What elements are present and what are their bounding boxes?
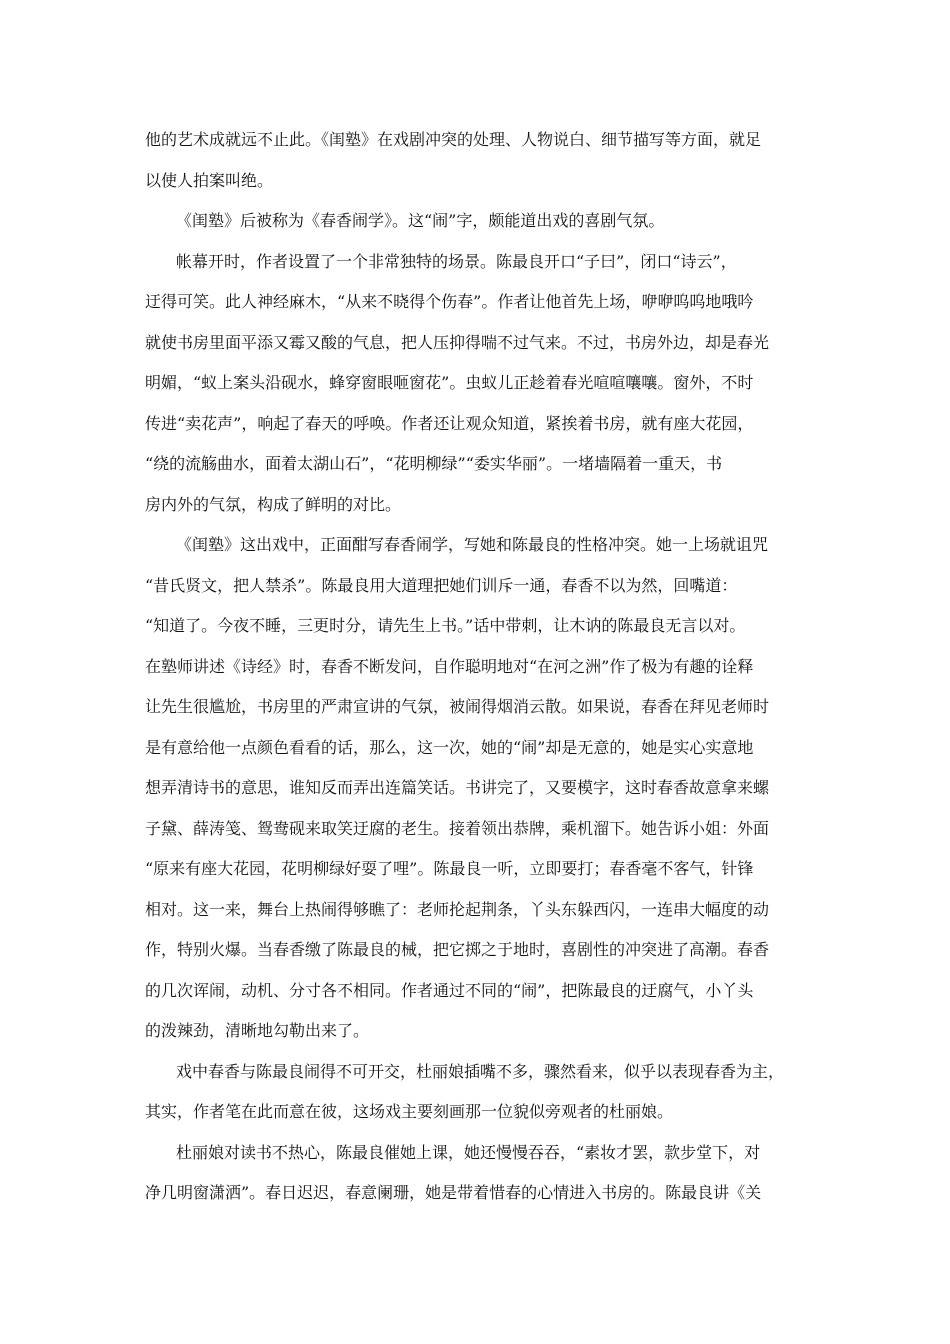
text-line: 作，特别火爆。当春香缴了陈最良的械，把它掷之于地时，喜剧性的冲突进了高潮。春香: [145, 940, 770, 959]
text-line: 戏中春香与陈最良闹得不可开交，杜丽娘插嘴不多，骤然看来，似乎以表现春香为主，: [176, 1061, 785, 1081]
text-line: “昔氏贤文，把人禁杀”。陈最良用大道理把她们训斥一通，春香不以为然，回嘴道：: [145, 575, 738, 595]
text-line: 他的艺术成就远不止此。《闺塾》在戏剧冲突的处理、人物说白、细节描写等方面，就足: [145, 130, 762, 149]
text-line: 在塾师讲述《诗经》时，春香不断发问，自作聪明地对“在河之洲”作了极为有趣的诠释: [145, 656, 754, 676]
text-line: 明媚，“蚁上案头沿砚水，蜂穿窗眼咂窗花”。虫蚁儿正趁着春光喧喧嚷嚷。窗外，不时: [145, 373, 754, 392]
text-line: “知道了。今夜不睡，三更时分，请先生上书。”话中带刺，让木讷的陈最良无言以对。: [145, 616, 746, 635]
text-line: 传进“卖花声”，响起了春天的呼唤。作者还让观众知道，紧挨着书房，就有座大花园，: [145, 413, 754, 433]
text-line: “绕的流觞曲水，面着太湖山石”，“花明柳绿”“委实华丽”。一堵墙隔着一重天，书: [145, 454, 723, 473]
text-line: 就使书房里面平添又霉又酸的气息，把人压抑得喘不过气来。不过，书房外边，却是春光: [145, 332, 770, 352]
text-line: 让先生很尴尬，书房里的严肃宣讲的气氛，被闹得烟消云散。如果说，春香在拜见老师时: [145, 697, 770, 716]
text-line: 迂得可笑。此人神经麻木，“从来不晓得个伤春”。作者让他首先上场，咿咿呜呜地哦吟: [145, 292, 754, 311]
text-line: “原来有座大花园，花明柳绿好耍了哩”。陈最良一听，立即要打；春香毫不客气，针锋: [145, 859, 754, 878]
text-line: 的泼辣劲，清晰地勾勒出来了。: [145, 1021, 370, 1040]
text-line: 净几明窗潇洒”。春日迟迟，春意阑珊，她是带着惜春的心情进入书房的。陈最良讲《关: [145, 1183, 762, 1202]
text-line: 帐幕开时，作者设置了一个非常独特的场景。陈最良开口“子曰”，闭口“诗云”，: [176, 251, 737, 271]
article-body: [145, 120, 825, 1214]
text-line: 《闺塾》后被称为《春香闹学》。这“闹”字，颇能道出戏的喜剧气氛。: [176, 211, 665, 230]
text-line: 以使人拍案叫绝。: [145, 170, 274, 190]
text-line: 其实，作者笔在此而意在彼，这场戏主要刻画那一位貌似旁观者的杜丽娘。: [145, 1102, 674, 1121]
text-line: 的几次诨闹，动机、分寸各不相同。作者通过不同的“闹”，把陈最良的迂腐气，小丫头: [145, 980, 754, 1000]
text-line: 房内外的气氛，构成了鲜明的对比。: [145, 494, 402, 514]
text-line: 相对。这一来，舞台上热闹得够瞧了：老师抡起荆条，丫头东躲西闪，一连串大幅度的动: [145, 899, 770, 919]
text-line: 子黛、薛涛笺、鸳鸯砚来取笑迂腐的老生。接着领出恭牌，乘机溜下。她告诉小姐：外面: [145, 818, 770, 838]
text-line: 想弄清诗书的意思，谁知反而弄出连篇笑话。书讲完了，又要模字，这时春香故意拿来螺: [145, 778, 770, 797]
text-line: 是有意给他一点颜色看看的话，那么，这一次，她的“闹”却是无意的，她是实心实意地: [145, 737, 754, 757]
text-line: 杜丽娘对读书不热心，陈最良催她上课，她还慢慢吞吞，“素妆才罢，款步堂下，对: [176, 1142, 761, 1162]
text-line: 《闺塾》这出戏中，正面酣写春香闹学，写她和陈最良的性格冲突。她一上场就诅咒: [176, 535, 769, 554]
